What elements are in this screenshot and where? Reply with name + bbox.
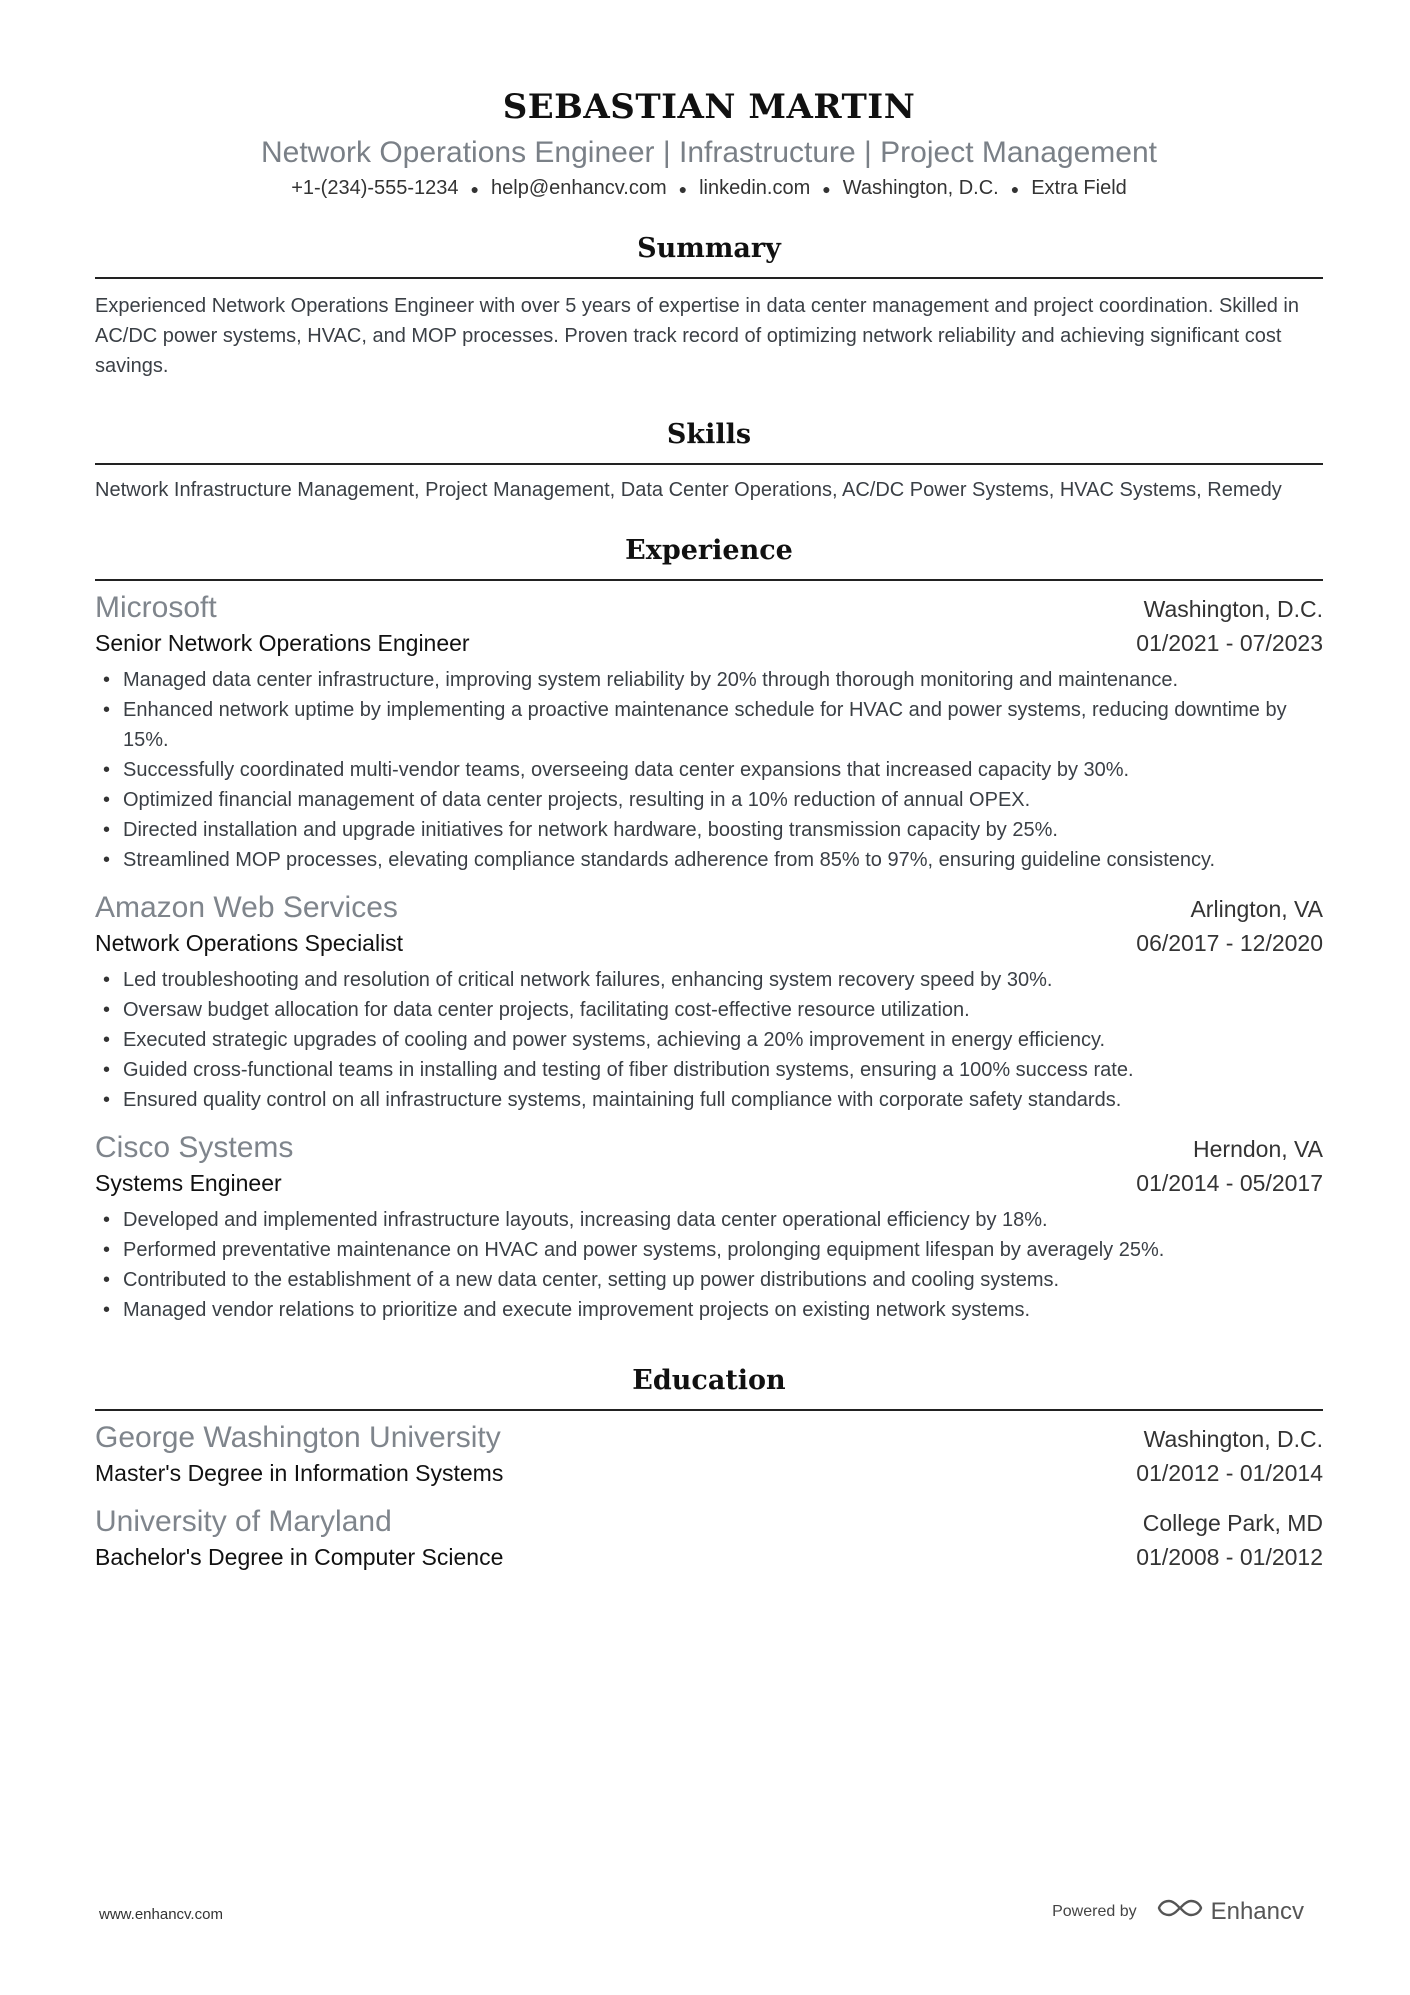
education-entry bbox=[95, 1419, 1323, 1489]
footer-branding bbox=[1052, 1896, 1304, 1927]
resume-header bbox=[95, 82, 1323, 203]
section-title: Skills bbox=[95, 415, 1323, 465]
bullet-item: • Developed and implemented infrastructure layouts, increasing data center operational efficiency by 18%. bbox=[95, 1205, 1323, 1235]
footer-website-link[interactable]: www.enhancv.com bbox=[99, 1906, 223, 1923]
education-dates: 01/2012 - 01/2014 bbox=[1136, 1459, 1323, 1486]
job-location: Herndon, VA bbox=[1193, 1135, 1323, 1162]
contact-phone: +1-(234)-555-1234 bbox=[291, 177, 459, 199]
skills-text: Network Infrastructure Management, Project Management, Data Center Operations, AC/DC Power Systems, HVAC Systems, Remedy bbox=[95, 478, 1282, 501]
contact-linkedin: linkedin.com bbox=[699, 177, 811, 199]
job-title: Senior Network Operations Engineer bbox=[95, 629, 470, 656]
bullet-item: • Managed vendor relations to prioritize and execute improvement projects on existing network systems. bbox=[95, 1295, 1323, 1325]
brand-logo[interactable] bbox=[1157, 1896, 1304, 1927]
company-name: Microsoft bbox=[95, 590, 217, 624]
experience-section bbox=[95, 531, 1323, 1325]
summary-section bbox=[95, 229, 1323, 381]
education-dates: 01/2008 - 01/2012 bbox=[1136, 1543, 1323, 1570]
resume-page bbox=[95, 82, 1323, 1573]
job-location: Arlington, VA bbox=[1190, 895, 1323, 922]
bullet-item: • Ensured quality control on all infrastructure systems, maintaining full compliance with corporate safety standards. bbox=[95, 1085, 1323, 1115]
job-location: Washington, D.C. bbox=[1143, 595, 1323, 622]
job-bullets bbox=[95, 665, 1323, 875]
bullet-item: • Successfully coordinated multi-vendor teams, overseeing data center expansions that increased capacity by 30%. bbox=[95, 755, 1323, 785]
bullet-item: • Streamlined MOP processes, elevating compliance standards adherence from 85% to 97%, ensuring guideline consistency. bbox=[95, 845, 1323, 875]
school-location: College Park, MD bbox=[1142, 1509, 1323, 1536]
job-dates: 01/2021 - 07/2023 bbox=[1136, 629, 1323, 656]
school-location: Washington, D.C. bbox=[1143, 1425, 1323, 1452]
job-title: Network Operations Specialist bbox=[95, 929, 404, 956]
job-bullets bbox=[95, 1205, 1323, 1325]
job-dates: 06/2017 - 12/2020 bbox=[1136, 929, 1323, 956]
bullet-item: • Optimized financial management of data center projects, resulting in a 10% reduction of annual OPEX. bbox=[95, 785, 1323, 815]
school-name: University of Maryland bbox=[95, 1504, 392, 1538]
skills-section bbox=[95, 415, 1323, 503]
section-title: Experience bbox=[95, 531, 1323, 581]
contact-location: Washington, D.C. bbox=[842, 177, 999, 199]
company-name: Cisco Systems bbox=[95, 1130, 294, 1164]
bullet-item: • Oversaw budget allocation for data center projects, facilitating cost-effective resource utilization. bbox=[95, 995, 1323, 1025]
job-dates: 01/2014 - 05/2017 bbox=[1136, 1169, 1323, 1196]
bullet-item: • Managed data center infrastructure, improving system reliability by 20% through thorough monitoring and maintenance. bbox=[95, 665, 1323, 695]
school-name: George Washington University bbox=[95, 1420, 501, 1454]
bullet-item: • Directed installation and upgrade initiatives for network hardware, boosting transmission capacity by 25%. bbox=[95, 815, 1323, 845]
company-name: Amazon Web Services bbox=[95, 890, 398, 924]
job-bullets bbox=[95, 965, 1323, 1115]
bullet-item: • Led troubleshooting and resolution of critical network failures, enhancing system recovery speed by 30%. bbox=[95, 965, 1323, 995]
education-entry bbox=[95, 1503, 1323, 1573]
bullet-item: • Performed preventative maintenance on HVAC and power systems, prolonging equipment lifespan by averagely 25%. bbox=[95, 1235, 1323, 1265]
job-entry bbox=[95, 1129, 1323, 1325]
bullet-item: • Contributed to the establishment of a new data center, setting up power distributions and cooling systems. bbox=[95, 1265, 1323, 1295]
education-section bbox=[95, 1361, 1323, 1573]
bullet-separator: ● bbox=[470, 180, 480, 197]
job-title: Systems Engineer bbox=[95, 1169, 282, 1196]
section-title: Education bbox=[95, 1361, 1323, 1411]
infinity-logo-icon bbox=[1157, 1896, 1203, 1927]
section-title: Summary bbox=[95, 229, 1323, 279]
job-entry bbox=[95, 589, 1323, 875]
degree: Master's Degree in Information Systems bbox=[95, 1459, 504, 1486]
brand-name: Enhancv bbox=[1210, 1897, 1304, 1925]
contact-email: help@enhancv.com bbox=[491, 177, 667, 199]
degree: Bachelor's Degree in Computer Science bbox=[95, 1543, 504, 1570]
contact-line bbox=[95, 174, 1323, 203]
bullet-separator: ● bbox=[1010, 180, 1020, 197]
job-entry bbox=[95, 889, 1323, 1115]
summary-text: Experienced Network Operations Engineer with over 5 years of expertise in data center management and project coordination. Skilled in AC/DC power systems, HVAC, and MOP processes. Proven track record of optimizing network reliability and achieving significant cost savings. bbox=[95, 294, 1299, 377]
bullet-item: • Executed strategic upgrades of cooling and power systems, achieving a 20% improvement in energy efficiency. bbox=[95, 1025, 1323, 1055]
candidate-name: SEBASTIAN MARTIN bbox=[502, 87, 916, 127]
powered-by-label: Powered by bbox=[1052, 1902, 1137, 1920]
bullet-separator: ● bbox=[822, 180, 831, 197]
bullet-item: • Guided cross-functional teams in installing and testing of fiber distribution systems, ensuring a 100% success rate. bbox=[95, 1055, 1323, 1085]
contact-extra: Extra Field bbox=[1031, 177, 1127, 199]
bullet-item: • Enhanced network uptime by implementing a proactive maintenance schedule for HVAC and power systems, reducing downtime by 15%. bbox=[95, 695, 1323, 755]
bullet-separator: ● bbox=[678, 180, 688, 197]
headline: Network Operations Engineer | Infrastructure | Project Management bbox=[260, 136, 1157, 169]
